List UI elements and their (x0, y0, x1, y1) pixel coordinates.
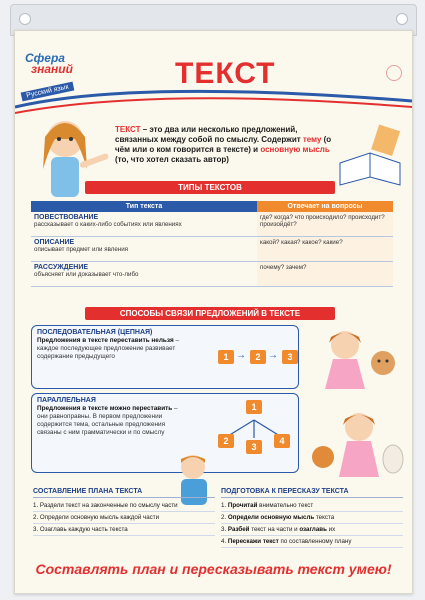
item-bold: Определи основную мысль (227, 514, 315, 521)
parallel-bold: Предложения в тексте можно переставить (37, 405, 173, 412)
item-bold: Прочитай (227, 502, 258, 509)
parallel-number: 3 (246, 440, 262, 454)
chain-number: 2 (250, 350, 266, 364)
definition-term: ТЕКСТ (115, 125, 141, 134)
arrow-right-icon: → (268, 350, 278, 361)
book-illustration (335, 123, 405, 193)
sequential-rest: – каждое последующее предложение развивает содержание предыдущего (37, 337, 180, 360)
type-cell (31, 212, 257, 237)
column-header: Отвечает на вопросы (257, 201, 393, 212)
hanger-hole (396, 13, 408, 25)
list-item (221, 512, 403, 524)
list-item (33, 524, 215, 536)
parallel-title: ПАРАЛЛЕЛЬНАЯ (37, 397, 96, 404)
item-number: 2. (221, 514, 227, 521)
definition-idea-word: основную мысль (260, 145, 330, 154)
column-header: Тип текста (31, 201, 257, 212)
chain-number: 1 (218, 350, 234, 364)
item-text: текста (314, 514, 335, 521)
table-row (31, 262, 393, 287)
item-text: внимательно текст (257, 502, 314, 509)
chain-number: 3 (282, 350, 298, 364)
item-bold: Разбей (227, 526, 250, 533)
definition-part: (то, что хотел сказать автор) (115, 155, 229, 164)
questions-cell: какой? какая? какое? какие? (257, 237, 393, 262)
poster (14, 30, 413, 594)
brand-name-line2: знаний (31, 62, 73, 76)
slogan: Составлять план и пересказывать текст умею! (35, 561, 392, 577)
type-desc: объясняет или доказывает что-либо (34, 271, 139, 278)
sequential-bold: Предложения в тексте переставить нельзя (37, 337, 174, 344)
links-heading: СПОСОБЫ СВЯЗИ ПРЕДЛОЖЕНИЙ В ТЕКСТЕ (85, 307, 335, 320)
retell-heading: ПОДГОТОВКА К ПЕРЕСКАЗУ ТЕКСТА (221, 486, 403, 498)
questions-cell: где? когда? что происходило? происходит? произойдёт? (257, 212, 393, 237)
type-name: ОПИСАНИЕ (34, 239, 75, 246)
parallel-number: 2 (218, 434, 234, 448)
definition-part: (о чём или о ком говорится в тексте) и (115, 135, 332, 154)
list-item (33, 500, 215, 512)
item-bold: озаглавь (299, 526, 327, 533)
type-desc: рассказывает о каких-либо событиях или явлениях (34, 221, 182, 228)
item-number: 1. (33, 502, 39, 509)
item-number: 3. (33, 526, 39, 533)
girl-with-rabbit-illustration (311, 403, 407, 493)
type-name: РАССУЖДЕНИЕ (34, 264, 89, 271)
definition-part: – это два или несколько предложений, связанных между собой по смыслу. (115, 125, 298, 144)
retell-section (221, 486, 403, 548)
list-item (221, 500, 403, 512)
arrow-right-icon: → (236, 350, 246, 361)
brand-name-line1: Сфера (25, 51, 65, 65)
plan-heading: СОСТАВЛЕНИЕ ПЛАНА ТЕКСТА (33, 486, 215, 498)
sequential-link-box (31, 325, 299, 389)
item-text: их (326, 526, 336, 533)
item-text: текст на части и (249, 526, 300, 533)
parallel-number: 4 (274, 434, 290, 448)
brand-name (25, 53, 95, 75)
item-text: по составленному плану (278, 538, 352, 545)
plan-section (33, 486, 215, 536)
page-title: ТЕКСТ (175, 57, 276, 90)
list-item (221, 524, 403, 536)
text-definition (115, 125, 335, 165)
brand-logo (25, 53, 95, 75)
type-cell (31, 237, 257, 262)
item-text: Раздели текст на законченные по смыслу части (39, 502, 178, 509)
item-text: Озаглавь каждую часть текста (39, 526, 128, 533)
item-number: 4. (221, 538, 227, 545)
item-number: 2. (33, 514, 39, 521)
type-name: ПОВЕСТВОВАНИЕ (34, 214, 99, 221)
definition-theme-word: тему (302, 135, 322, 144)
hanger-hole (19, 13, 31, 25)
item-number: 3. (221, 526, 227, 533)
sequential-title: ПОСЛЕДОВАТЕЛЬНАЯ (ЦЕПНАЯ) (37, 329, 153, 336)
parallel-number: 1 (246, 400, 262, 414)
table-header-row (31, 201, 393, 212)
item-number: 1. (221, 502, 227, 509)
girl-illustration (25, 109, 115, 209)
parallel-rest: – они равноправны. В первом предложении содержится тема, остальные предложения связаны с ним грамматически и по смыслу (37, 405, 178, 436)
questions-cell: почему? зачем? (257, 262, 393, 287)
item-text: Определи основную мысль каждой части (39, 514, 160, 521)
list-item (33, 512, 215, 524)
definition-part: Содержит (261, 135, 303, 144)
table-row (31, 237, 393, 262)
types-heading: ТИПЫ ТЕКСТОВ (85, 181, 335, 194)
seal-icon (386, 65, 402, 81)
parallel-text (32, 405, 192, 437)
subject-label: Русский язык (21, 82, 75, 102)
table-row (31, 212, 393, 237)
list-item (221, 536, 403, 548)
item-bold: Перескажи текст (227, 538, 279, 545)
girl-with-animals-illustration (315, 323, 405, 393)
type-desc: описывает предмет или явления (34, 246, 128, 253)
text-types-table (31, 201, 393, 287)
sequential-text (32, 337, 192, 361)
type-cell (31, 262, 257, 287)
